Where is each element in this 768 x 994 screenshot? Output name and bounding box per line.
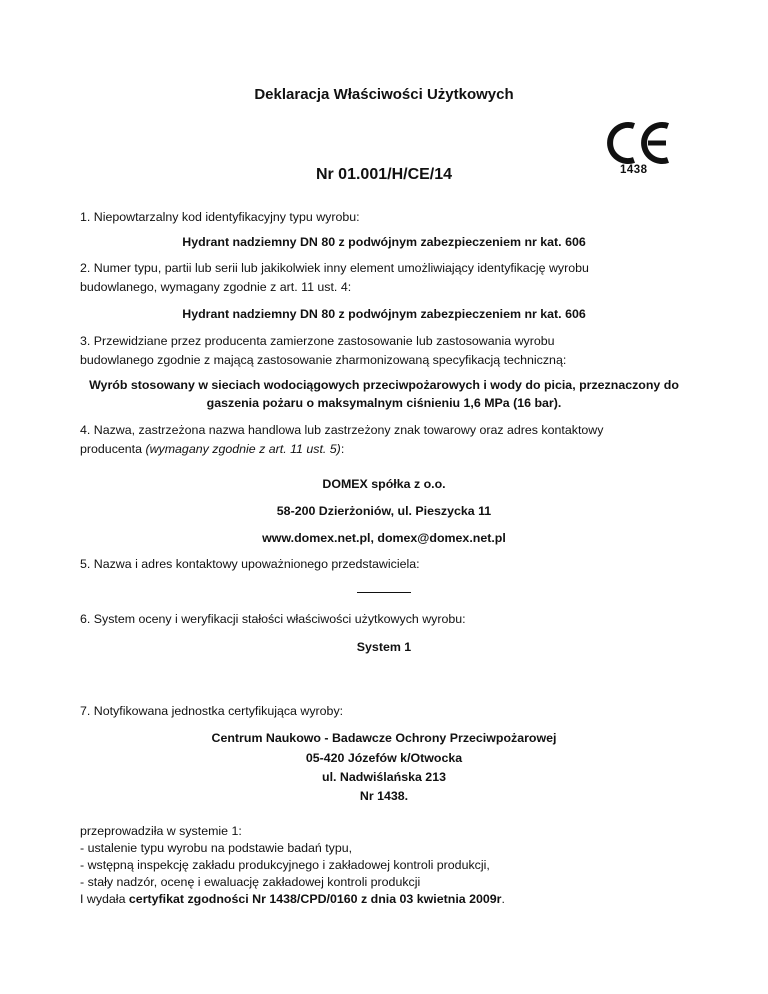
section-1-label: 1. Niepowtarzalny kod identyfikacyjny typu wyrobu:: [80, 210, 360, 224]
section-6-value: System 1: [356, 640, 412, 654]
certificate-number-suffix: r: [496, 892, 502, 906]
section-2-line2: budowlanego, wymagany zgodnie z art. 11 ust. 4:: [80, 280, 352, 294]
certificate-statement-plain: I wydała: [80, 892, 129, 906]
section-5-label: 5. Nazwa i adres kontaktowy upoważnionego przedstawiciela:: [80, 557, 420, 571]
notified-body-number: 1438: [620, 164, 648, 176]
section-7-label: 7. Notyfikowana jednostka certyfikująca wyroby:: [80, 704, 344, 718]
document-number: Nr 01.001/H/CE/14: [315, 166, 453, 183]
section-4-line2-end: :: [340, 442, 345, 456]
certification-item-1: - ustalenie typu wyrobu na podstawie badań typu,: [80, 841, 353, 855]
certificate-number: certyfikat zgodności Nr 1438/CPD/0160 z dnia 03 kwietnia 2009: [128, 892, 497, 906]
section-2-value: Hydrant nadziemny DN 80 z podwójnym zabezpieczeniem nr kat. 606: [182, 307, 586, 321]
notified-body-street: ul. Nadwiślańska 213: [322, 770, 446, 784]
manufacturer-name: DOMEX spółka z o.o.: [322, 477, 446, 491]
notified-body-city: 05-420 Józefów k/Otwocka: [305, 751, 463, 765]
notified-body-name: Centrum Naukowo - Badawcze Ochrony Przeciwpożarowej: [211, 731, 557, 745]
section-3-line2: budowlanego zgodnie z mającą zastosowanie zharmonizowaną specyfikacją techniczną:: [80, 353, 567, 367]
section-2-line1: 2. Numer typu, partii lub serii lub jakikolwiek inny element umożliwiający identyfikację wyrobu: [80, 261, 589, 275]
certification-item-2: - wstępną inspekcję zakładu produkcyjnego i zakładowej kontroli produkcji,: [80, 858, 490, 872]
manufacturer-contact: www.domex.net.pl, domex@domex.net.pl: [262, 531, 506, 545]
section-4-line2-plain: producenta: [80, 442, 146, 456]
section-3-value-line1: Wyrób stosowany w sieciach wodociągowych przeciwpożarowych i wody do picia, przeznaczony do: [89, 378, 679, 392]
section-4-line1: 4. Nazwa, zastrzeżona nazwa handlowa lub zastrzeżony znak towarowy oraz adres kontaktowy: [80, 423, 604, 437]
document-title: Deklaracja Właściwości Użytkowych: [254, 86, 514, 103]
certification-intro: przeprowadziła w systemie 1:: [80, 824, 242, 838]
certificate-statement-end: .: [501, 892, 505, 906]
representative-blank: [0, 580, 768, 599]
section-6-label: 6. System oceny i weryfikacji stałości właściwości użytkowych wyrobu:: [80, 612, 466, 626]
certification-item-3: - stały nadzór, ocenę i ewaluację zakładowej kontroli produkcji: [80, 875, 421, 889]
manufacturer-address: 58-200 Dzierżoniów, ul. Pieszycka 11: [276, 504, 492, 518]
certificate-statement: [80, 890, 505, 909]
section-4-line2: [80, 440, 344, 459]
section-3-value-line2: gaszenia pożaru o maksymalnym ciśnieniu 1,6 MPa (16 bar).: [206, 396, 562, 410]
section-1-value: Hydrant nadziemny DN 80 z podwójnym zabezpieczeniem nr kat. 606: [182, 235, 586, 249]
section-3-line1: 3. Przewidziane przez producenta zamierzone zastosowanie lub zastosowania wyrobu: [80, 334, 555, 348]
section-4-line2-italic: (wymagany zgodnie z art. 11 ust. 5): [145, 442, 341, 456]
notified-body-number-line: Nr 1438.: [359, 789, 409, 803]
